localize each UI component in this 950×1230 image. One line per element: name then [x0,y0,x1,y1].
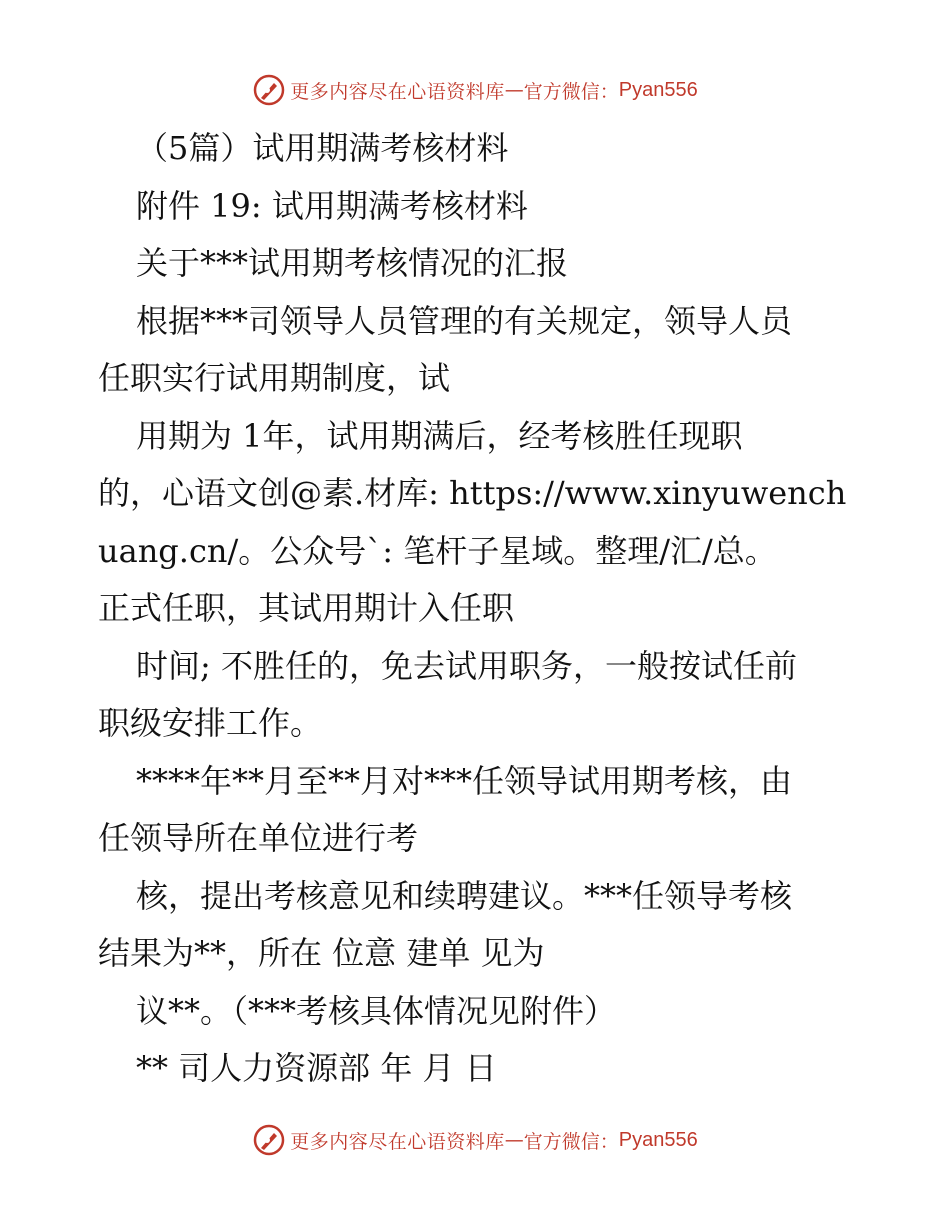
doc-line: 任职实行试用期制度，试 [98,359,451,397]
pen-logo-icon [252,73,286,107]
doc-line: 关于***试用期考核情况的汇报 [136,244,569,282]
doc-line: 议**。（***考核具体情况见附件） [136,991,617,1030]
doc-line: 结果为**，所在 位意 建单 见为 [98,934,545,972]
banner-separator: — [504,79,524,101]
doc-line: 用期为 1年，试用期满后，经考核胜任现职 [136,416,743,455]
doc-line: ****年**月至**月对***任领导试用期考核，由 [136,761,793,800]
banner-sub-text: 官方微信： [523,1130,619,1153]
doc-line: 任领导所在单位进行考 [98,819,419,857]
banner-sub-text: 官方微信： [523,80,619,103]
header-banner [0,70,950,110]
banner-main-text: 更多内容尽在心语资料库 [290,1130,505,1153]
document-body [98,120,853,1098]
pen-logo-icon [252,1123,286,1157]
doc-title: （5篇）试用期满考核材料 [136,129,509,167]
doc-line: 正式任职，其试用期计入任职 [98,589,515,627]
doc-line: 附件 19: 试用期满考核材料 [136,186,528,225]
footer-banner [0,1120,950,1160]
doc-line: ** 司人力资源部 年 月 日 [136,1049,497,1087]
banner-wechat-id: Pyan556 [618,1128,698,1151]
doc-line: uang.cn/。公众号`: 笔杆子星域。整理/汇/总。 [98,531,777,570]
doc-line: 职级安排工作。 [98,704,323,742]
doc-line: 根据***司领导人员管理的有关规定，领导人员 [136,301,793,340]
banner-separator: — [504,1129,524,1151]
banner-main-text: 更多内容尽在心语资料库 [290,80,505,103]
banner-wechat-id: Pyan556 [618,78,698,101]
doc-line: 的，心语文创@素.材库: https://www.xinyuwench [98,474,847,512]
doc-line: 时间; 不胜任的，免去试用职务，一般按试任前 [136,646,797,685]
doc-line: 核，提出考核意见和续聘建议。***任领导考核 [136,876,793,915]
